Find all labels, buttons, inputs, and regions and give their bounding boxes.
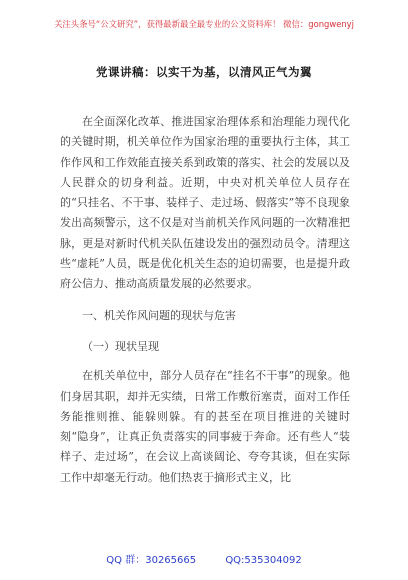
document-body xyxy=(60,112,350,488)
section-heading: 一、机关作风问题的现状与危害 xyxy=(82,308,236,322)
promo-header: 关注头条号“公文研究”，获得最新最全最专业的公文资料库！ 微信：gongwenyj xyxy=(54,19,354,29)
qq-group-number: QQ 群：30265665 xyxy=(106,555,197,566)
contact-footer xyxy=(0,551,408,566)
body-paragraph: 在机关单位中，部分人员存在“挂名不干事”的现象。他们身居其职，却并无实绩，日常工作敷衍塞责，面对工作任务能推则推、能躲则躲。有的甚至在项目推进的关键时刻“隐身”，让真正负责落实的同事疲于奔命。还有些人“装样子、走过场”，在会议上高谈阔论、夸夸其谈，但在实际工作中却毫无行动。他们热衷于摘形式主义，比 xyxy=(60,369,350,484)
intro-paragraph: 在全面深化改革、推进国家治理体系和治理能力现代化的关键时期，机关单位作为国家治理的重要执行主体，其工作作风和工作效能直接关系到政策的落实、社会的发展以及人民群众的切身利益。近期，中央对机关单位人员存在的“只挂名、不干事、装样子、走过场、假落实”等不良现象发出高频警示，这不仅是对当前机关作风问题的一次精准把脉，更是对新时代机关队伍建设发出的强烈动员令。清理这些“虚耗”人员，既是优化机关生态的迫切需要，也是提升政府公信力、推动高质量发展的必然要求。 xyxy=(60,115,350,291)
qq-contact-number: QQ:535304092 xyxy=(225,555,302,566)
subsection-heading: （一）现状呈现 xyxy=(82,339,159,353)
document-title: 党课讲稿：以实干为基，以清风正气为翼 xyxy=(96,65,312,79)
